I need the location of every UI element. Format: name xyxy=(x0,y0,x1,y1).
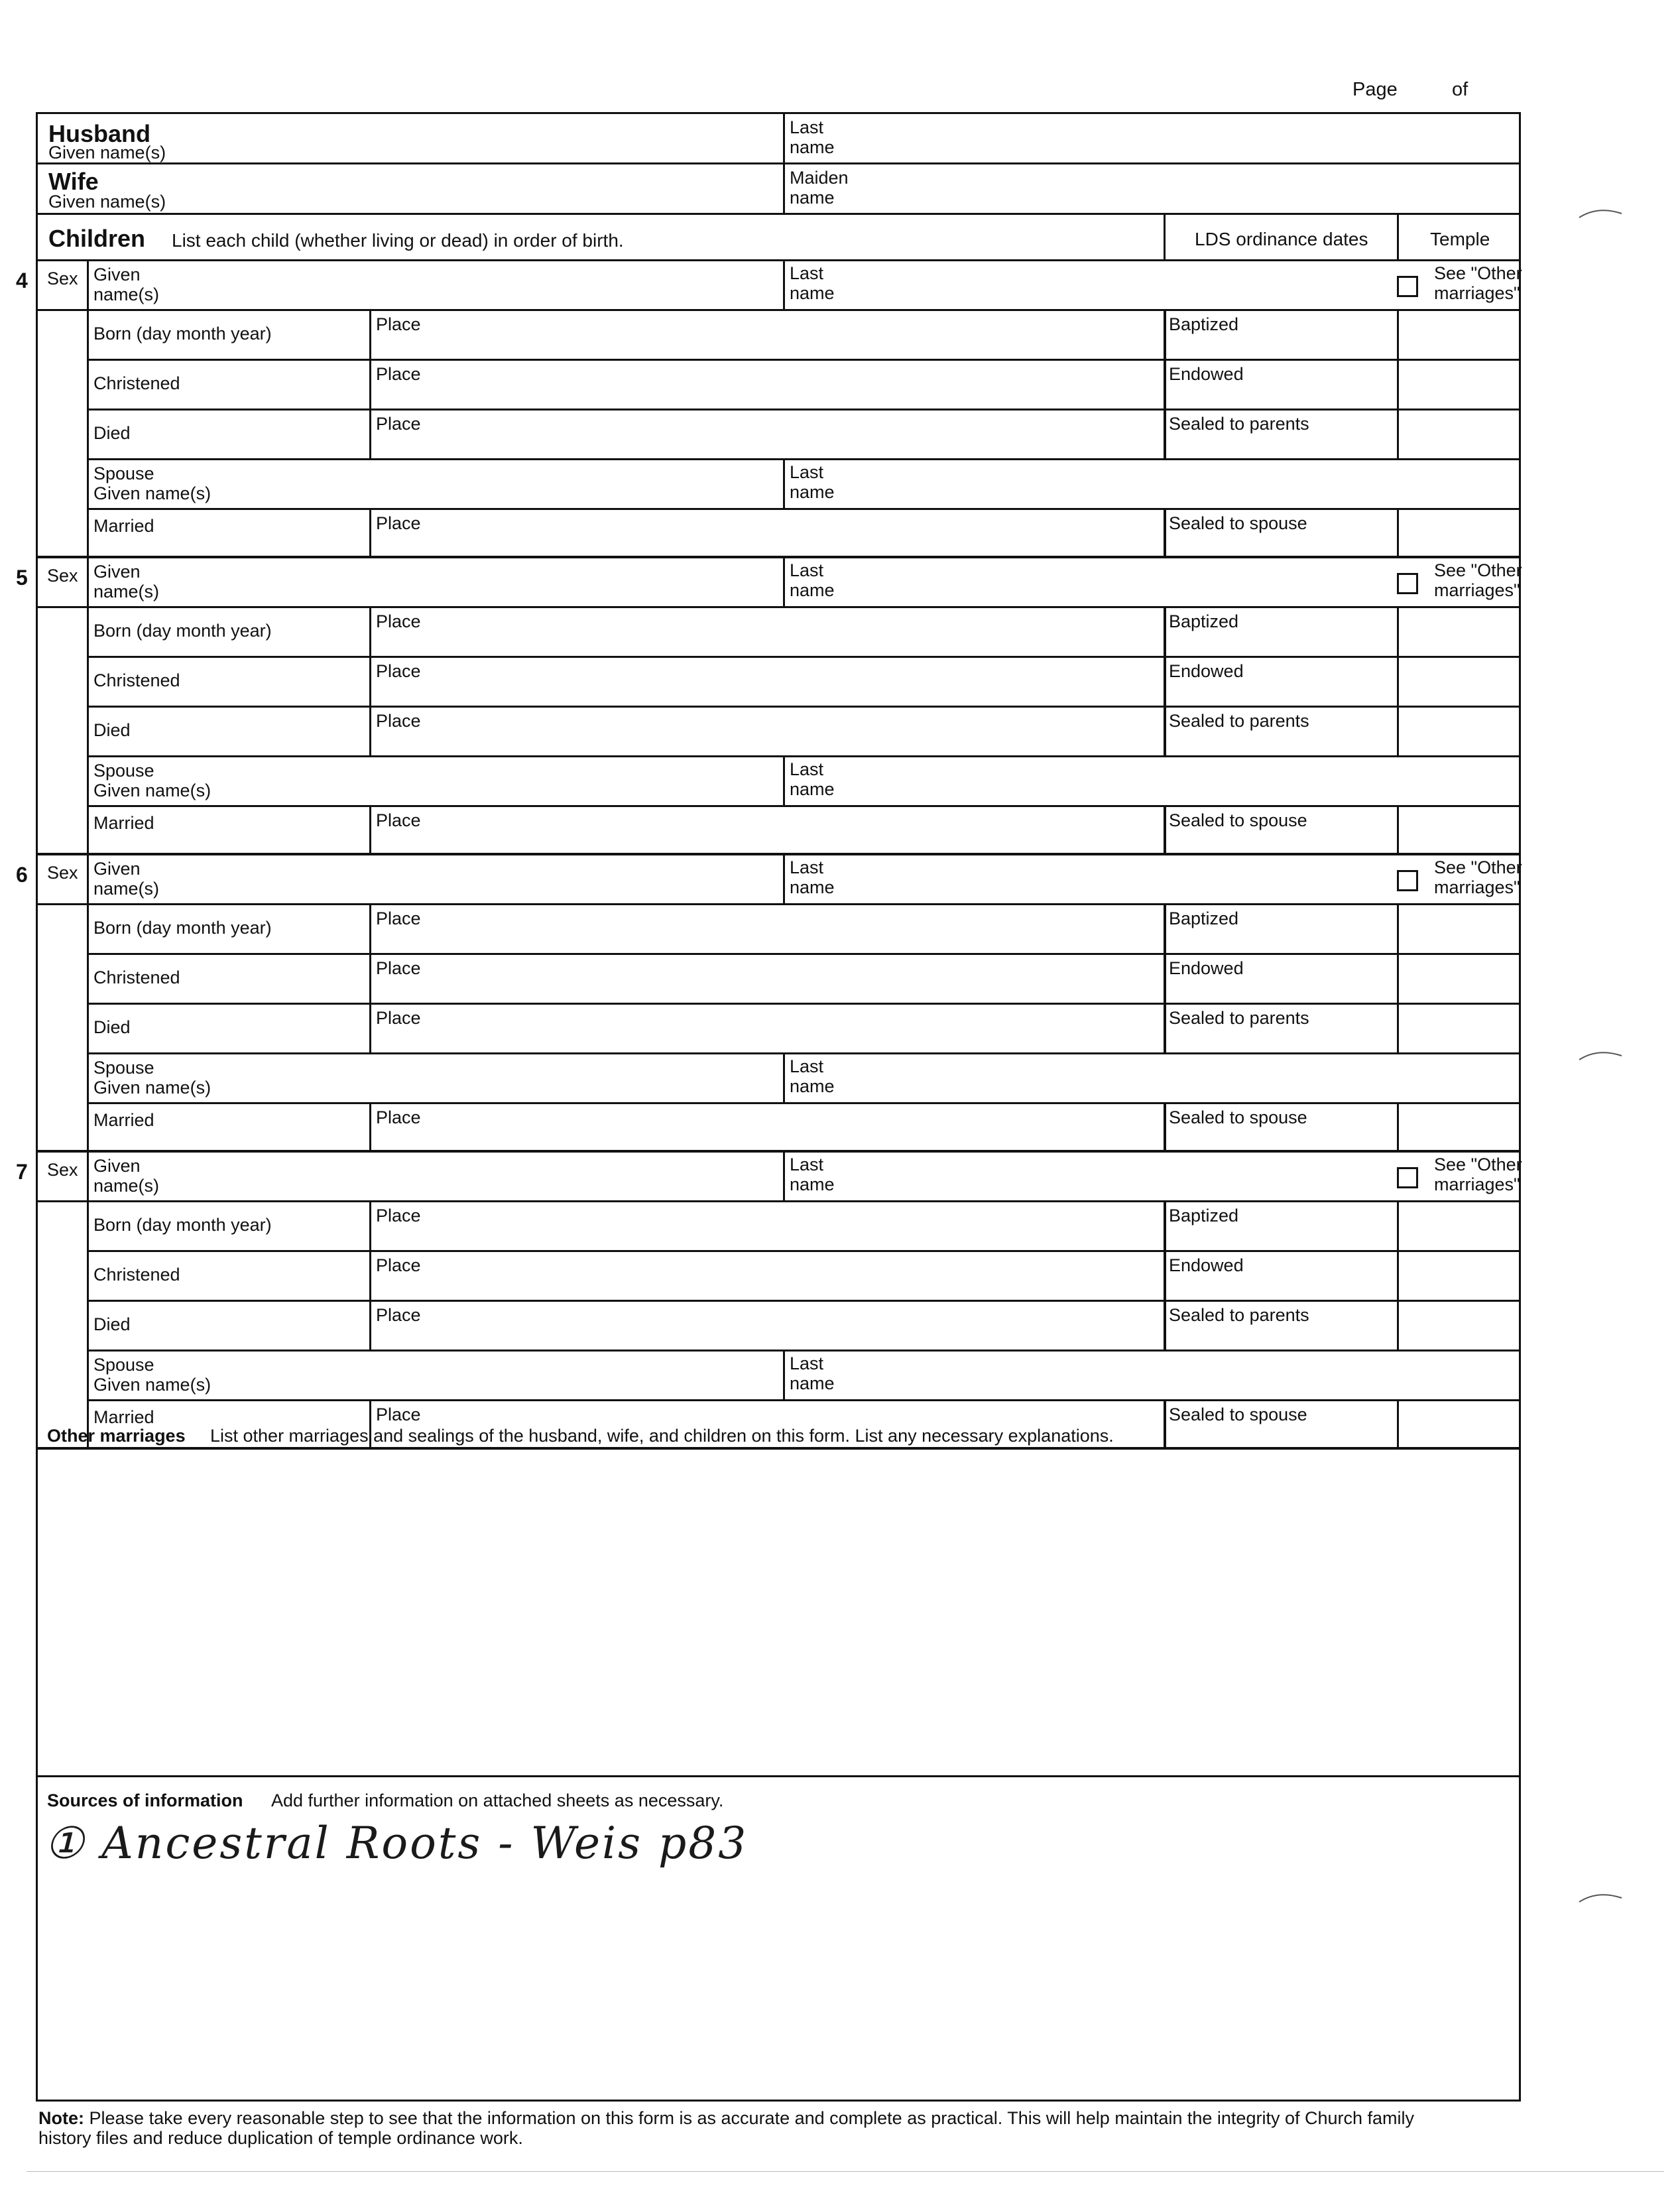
child-born-row xyxy=(87,1202,1521,1252)
child-spouse-row xyxy=(87,1054,1521,1104)
married-place-label: Place xyxy=(376,1405,421,1424)
sealed-parents-label: Sealed to parents xyxy=(1169,1305,1309,1325)
punch-mark-icon xyxy=(1578,199,1624,225)
born-place-label: Place xyxy=(376,909,421,928)
sources-instruction: Add further information on attached sheets as necessary. xyxy=(271,1791,724,1810)
sealed-parents-label: Sealed to parents xyxy=(1169,1008,1309,1028)
sources-title: Sources of information xyxy=(47,1791,243,1810)
child-sex-label: Sex xyxy=(47,269,78,288)
child-sex-label: Sex xyxy=(47,863,78,883)
punch-mark-icon xyxy=(1578,1041,1624,1068)
see-other-marriages-checkbox[interactable] xyxy=(1397,573,1418,594)
see-other-label-2: marriages" xyxy=(1434,283,1520,303)
christened-place-label: Place xyxy=(376,661,421,681)
child-block xyxy=(38,558,1522,855)
christened-label: Christened xyxy=(93,968,180,987)
husband-name-label: name xyxy=(790,137,835,157)
child-christened-row xyxy=(87,1252,1521,1302)
christened-place-label: Place xyxy=(376,958,421,978)
born-label: Born (day month year) xyxy=(93,1215,272,1235)
died-label: Died xyxy=(93,1017,131,1037)
other-marriages-section xyxy=(38,1416,1519,1777)
married-place-label: Place xyxy=(376,513,421,533)
note-text-1: Please take every reasonable step to see that the information on this form is as accurate and complete as practical. This will help maintain the integrity of Church family xyxy=(89,2108,1415,2128)
spouse-last-label-2: name xyxy=(790,779,835,799)
died-label: Died xyxy=(93,1314,131,1334)
christened-label: Christened xyxy=(93,1265,180,1285)
of-label: of xyxy=(1452,79,1469,100)
children-header-row xyxy=(38,215,1519,261)
child-christened-row xyxy=(87,955,1521,1005)
born-place-label: Place xyxy=(376,314,421,334)
sealed-parents-label: Sealed to parents xyxy=(1169,711,1309,731)
child-died-row xyxy=(87,1005,1521,1054)
child-given-label-2: name(s) xyxy=(93,879,160,899)
child-sex-label: Sex xyxy=(47,566,78,586)
wife-title: Wife xyxy=(48,168,99,195)
child-last-label-2: name xyxy=(790,283,835,303)
christened-label: Christened xyxy=(93,373,180,393)
child-number: 4 xyxy=(16,269,28,292)
married-label: Married xyxy=(93,516,154,536)
spouse-given-label: Given name(s) xyxy=(93,781,211,800)
endowed-label: Endowed xyxy=(1169,661,1244,681)
child-given-label: Given xyxy=(93,859,141,879)
child-number: 6 xyxy=(16,863,28,887)
spouse-label: Spouse xyxy=(93,464,154,483)
child-given-label-2: name(s) xyxy=(93,1176,160,1196)
spouse-last-label: Last xyxy=(790,1353,824,1373)
died-place-label: Place xyxy=(376,1305,421,1325)
child-last-label: Last xyxy=(790,1155,824,1174)
child-given-label: Given xyxy=(93,1156,141,1176)
baptized-label: Baptized xyxy=(1169,314,1239,334)
children-instruction: List each child (whether living or dead) in order of birth. xyxy=(172,230,624,251)
child-last-label: Last xyxy=(790,560,824,580)
died-place-label: Place xyxy=(376,414,421,434)
husband-title: Husband xyxy=(48,120,151,147)
sources-handwritten-entry: ① Ancestral Roots - Weis p83 xyxy=(44,1818,749,1869)
husband-given-label: Given name(s) xyxy=(48,143,166,162)
died-place-label: Place xyxy=(376,1008,421,1028)
husband-last-label: Last xyxy=(790,117,824,137)
born-label: Born (day month year) xyxy=(93,918,272,938)
child-number: 5 xyxy=(16,566,28,590)
baptized-label: Baptized xyxy=(1169,611,1239,631)
wife-maiden-label: Maiden xyxy=(790,168,849,188)
sealed-spouse-label: Sealed to spouse xyxy=(1169,810,1307,830)
spouse-given-label: Given name(s) xyxy=(93,1078,211,1098)
married-place-label: Place xyxy=(376,810,421,830)
child-last-label-2: name xyxy=(790,877,835,897)
family-group-form xyxy=(36,112,1521,2102)
wife-given-label: Given name(s) xyxy=(48,192,166,212)
see-other-marriages-checkbox[interactable] xyxy=(1397,870,1418,891)
child-died-row xyxy=(87,708,1521,757)
baptized-label: Baptized xyxy=(1169,909,1239,928)
died-place-label: Place xyxy=(376,711,421,731)
see-other-marriages-checkbox[interactable] xyxy=(1397,1167,1418,1188)
note-line-2: history files and reduce duplication of temple ordinance work. xyxy=(38,2128,523,2148)
child-sex-label: Sex xyxy=(47,1160,78,1180)
died-label: Died xyxy=(93,720,131,740)
christened-label: Christened xyxy=(93,670,180,690)
child-married-row xyxy=(87,807,1521,855)
child-given-label: Given xyxy=(93,265,141,284)
spouse-given-label: Given name(s) xyxy=(93,1375,211,1395)
page-label: Page xyxy=(1352,79,1398,100)
child-given-label-2: name(s) xyxy=(93,284,160,304)
married-place-label: Place xyxy=(376,1107,421,1127)
child-last-label-2: name xyxy=(790,1174,835,1194)
child-block xyxy=(38,855,1522,1153)
lds-ordinance-label: LDS ordinance dates xyxy=(1195,229,1368,249)
see-other-marriages-checkbox[interactable] xyxy=(1397,276,1418,297)
sealed-parents-label: Sealed to parents xyxy=(1169,414,1309,434)
spouse-last-label-2: name xyxy=(790,1373,835,1393)
spouse-last-label-2: name xyxy=(790,1076,835,1096)
see-other-label-2: marriages" xyxy=(1434,1174,1520,1194)
sealed-spouse-label: Sealed to spouse xyxy=(1169,1107,1307,1127)
see-other-label: See "Other xyxy=(1434,1155,1522,1174)
child-name-row xyxy=(38,855,1522,905)
punch-mark-icon xyxy=(1578,1883,1624,1910)
child-born-row xyxy=(87,311,1521,361)
spouse-last-label: Last xyxy=(790,1056,824,1076)
note-title: Note: xyxy=(38,2108,84,2128)
temple-label: Temple xyxy=(1430,229,1490,249)
child-last-label: Last xyxy=(790,263,824,283)
child-block xyxy=(38,261,1522,558)
child-spouse-row xyxy=(87,460,1521,510)
spouse-last-label: Last xyxy=(790,759,824,779)
married-label: Married xyxy=(93,1110,154,1130)
child-died-row xyxy=(87,1302,1521,1352)
married-label: Married xyxy=(93,1407,154,1427)
died-label: Died xyxy=(93,423,131,443)
child-christened-row xyxy=(87,658,1521,708)
born-label: Born (day month year) xyxy=(93,324,272,344)
note-line-1 xyxy=(38,2109,1414,2128)
wife-row xyxy=(38,164,1519,215)
christened-place-label: Place xyxy=(376,364,421,384)
spouse-label: Spouse xyxy=(93,1058,154,1078)
see-other-label: See "Other xyxy=(1434,857,1522,877)
spouse-last-label-2: name xyxy=(790,482,835,502)
bottom-trim-line xyxy=(27,2171,1664,2172)
spouse-label: Spouse xyxy=(93,1355,154,1375)
child-name-row xyxy=(38,558,1522,608)
sealed-spouse-label: Sealed to spouse xyxy=(1169,1405,1307,1424)
born-place-label: Place xyxy=(376,611,421,631)
child-name-row xyxy=(38,261,1522,311)
spouse-given-label: Given name(s) xyxy=(93,483,211,503)
married-label: Married xyxy=(93,813,154,833)
baptized-label: Baptized xyxy=(1169,1206,1239,1226)
husband-row xyxy=(38,114,1519,164)
child-born-row xyxy=(87,905,1521,955)
sealed-spouse-label: Sealed to spouse xyxy=(1169,513,1307,533)
other-marriages-title: Other marriages xyxy=(47,1426,186,1446)
see-other-label-2: marriages" xyxy=(1434,580,1520,600)
see-other-label: See "Other xyxy=(1434,263,1522,283)
endowed-label: Endowed xyxy=(1169,1255,1244,1275)
child-died-row xyxy=(87,410,1521,460)
born-place-label: Place xyxy=(376,1206,421,1226)
christened-place-label: Place xyxy=(376,1255,421,1275)
child-spouse-row xyxy=(87,757,1521,807)
child-given-label: Given xyxy=(93,562,141,582)
born-label: Born (day month year) xyxy=(93,621,272,641)
child-born-row xyxy=(87,608,1521,658)
other-marriages-instruction: List other marriages and sealings of the husband, wife, and children on this form. List any necessary explanations. xyxy=(210,1426,1114,1446)
see-other-label: See "Other xyxy=(1434,560,1522,580)
child-last-label: Last xyxy=(790,857,824,877)
child-married-row xyxy=(87,1104,1521,1153)
child-married-row xyxy=(87,510,1521,558)
child-spouse-row xyxy=(87,1352,1521,1401)
child-name-row xyxy=(38,1153,1522,1202)
children-title: Children xyxy=(48,225,146,252)
child-christened-row xyxy=(87,361,1521,410)
child-last-label-2: name xyxy=(790,580,835,600)
child-block xyxy=(38,1153,1522,1450)
sources-section xyxy=(38,1779,1519,2102)
endowed-label: Endowed xyxy=(1169,958,1244,978)
spouse-last-label: Last xyxy=(790,462,824,482)
wife-name-label: name xyxy=(790,188,835,208)
endowed-label: Endowed xyxy=(1169,364,1244,384)
see-other-label-2: marriages" xyxy=(1434,877,1520,897)
child-given-label-2: name(s) xyxy=(93,582,160,601)
child-number: 7 xyxy=(16,1160,28,1184)
spouse-label: Spouse xyxy=(93,761,154,781)
